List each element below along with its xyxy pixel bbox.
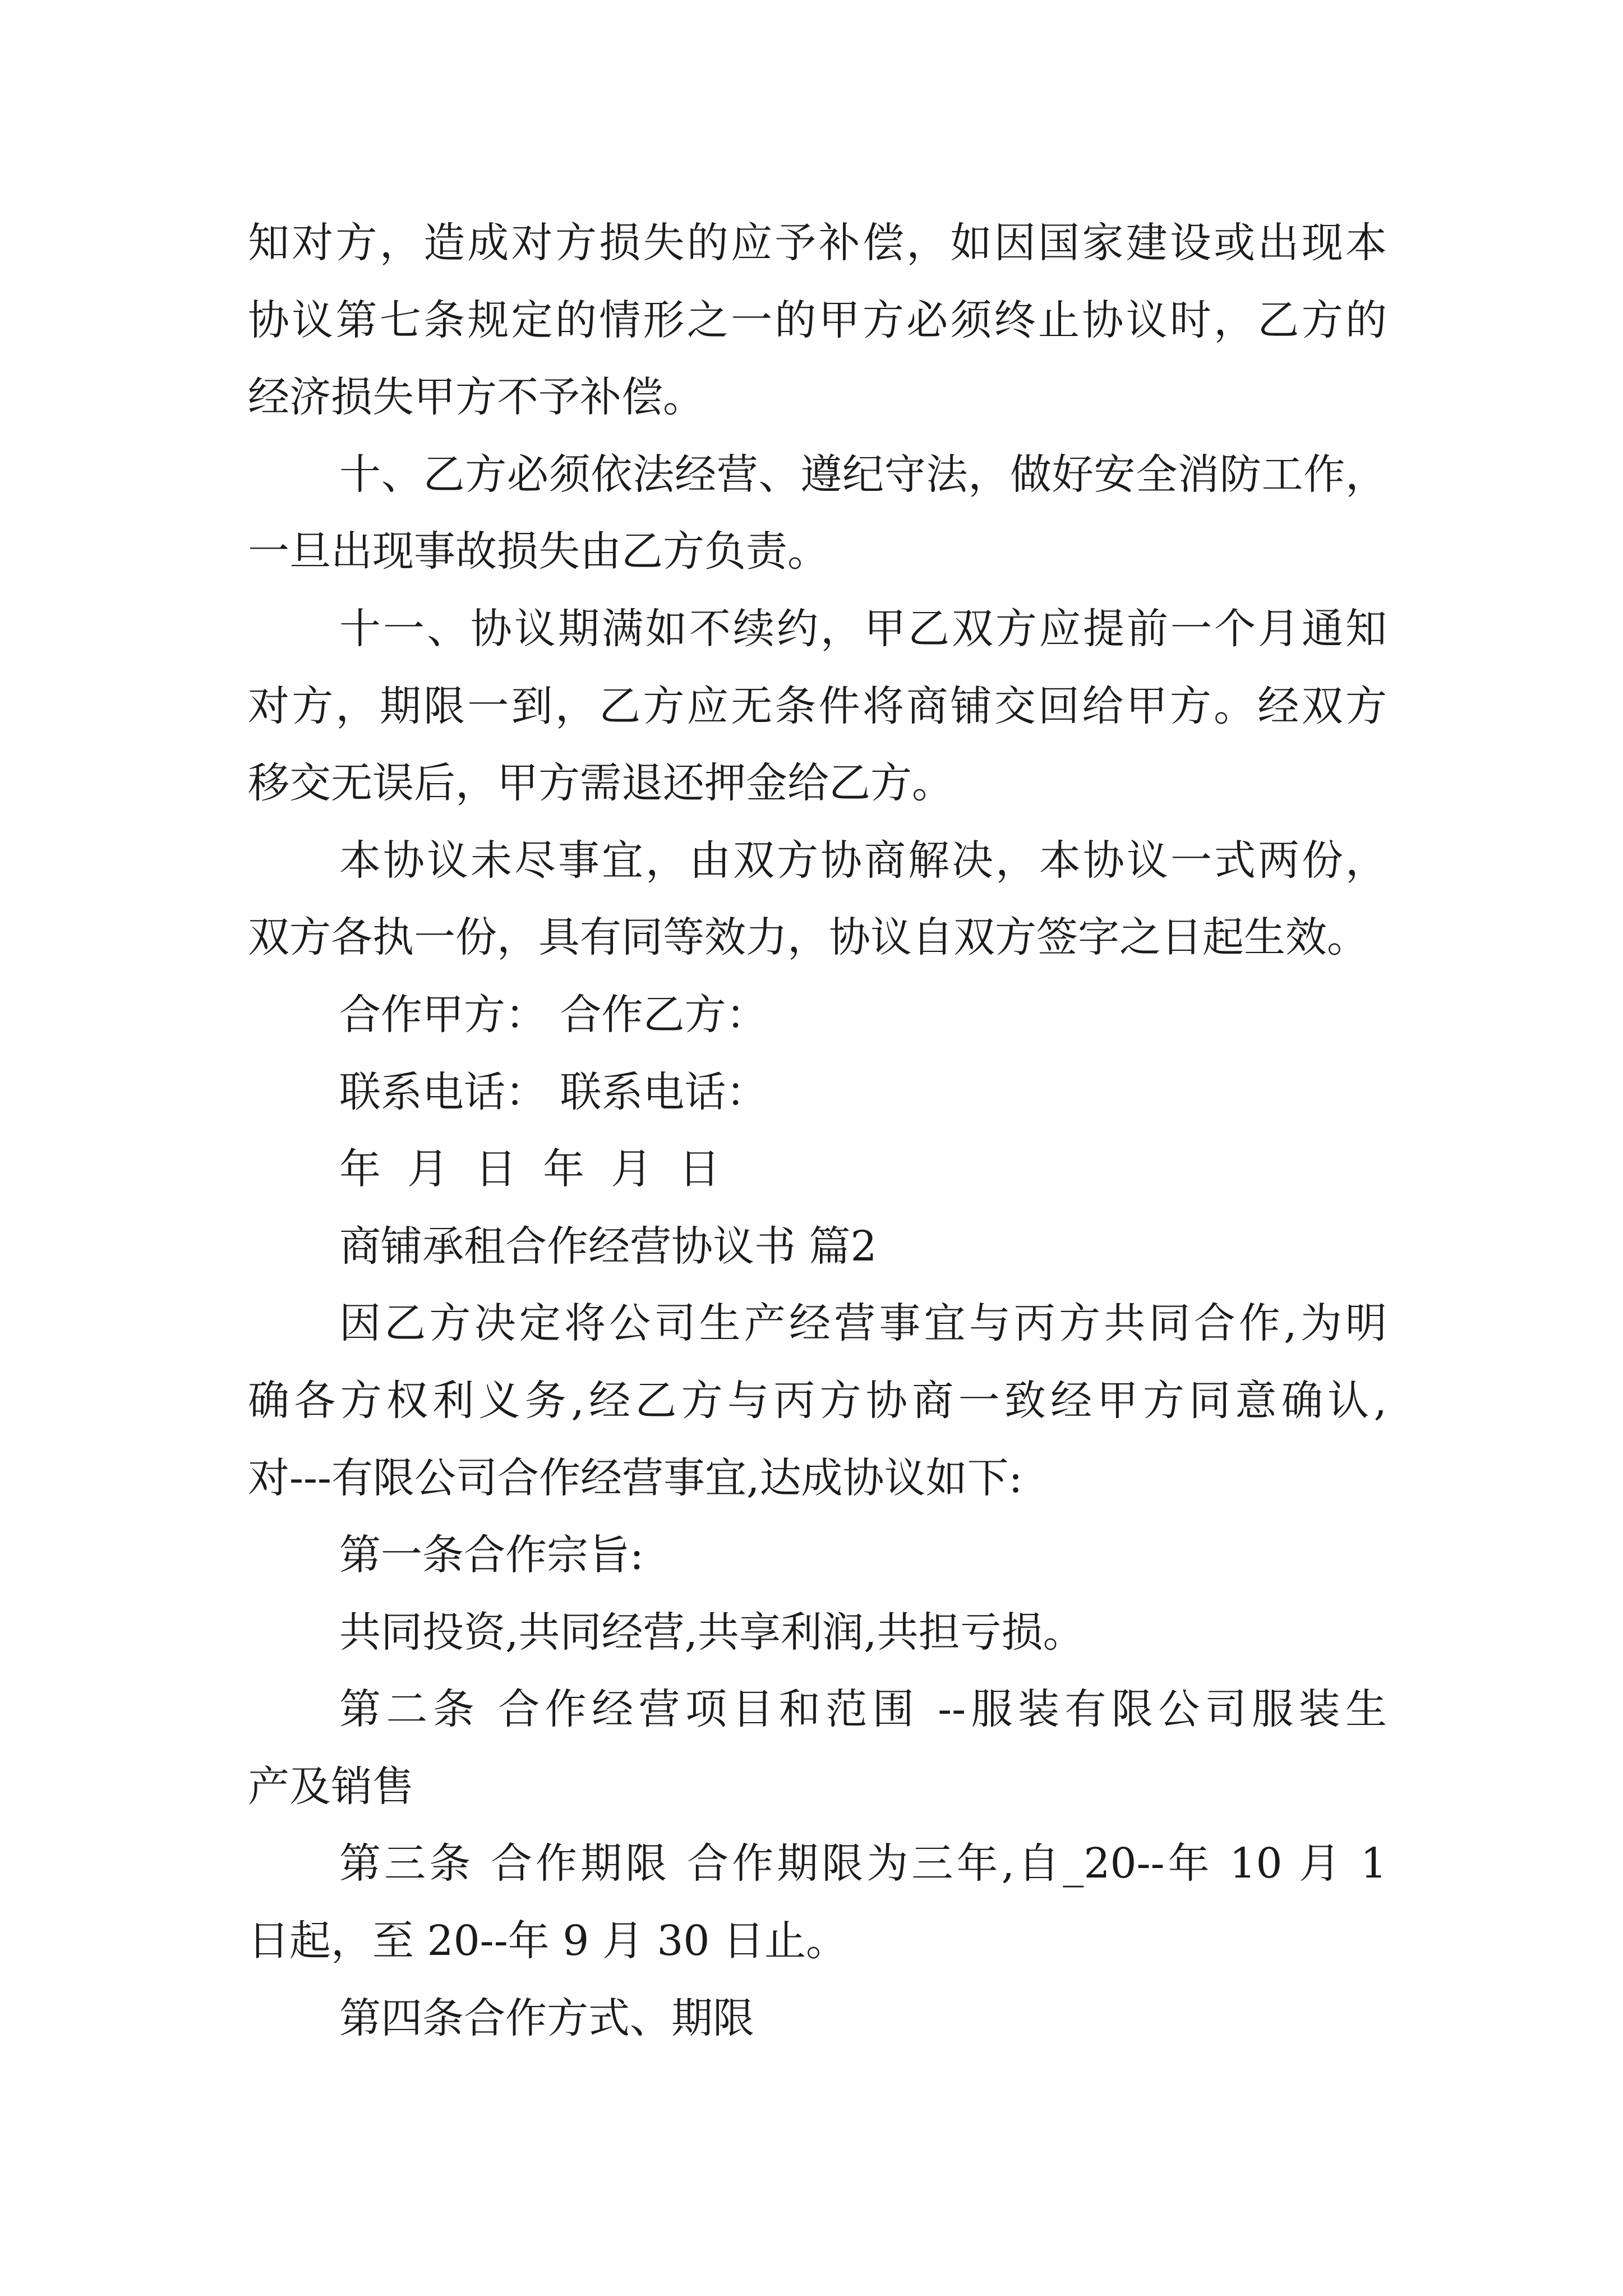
text-line: 一旦出现事故损失由乙方负责。 [248, 527, 829, 576]
signature-dates [248, 1131, 1387, 1208]
text-line: 本协议未尽事宜，由双方协商解决，本协议一式两份， [339, 836, 1387, 885]
signature-date-line: 年 月 日 年 月 日 [339, 1145, 721, 1194]
paragraph-intro [248, 1285, 1387, 1517]
text-line: 第二条 合作经营项目和范围 --服装有限公司服装生 [339, 1685, 1387, 1734]
text-line: 知对方，造成对方损失的应予补偿，如因国家建设或出现本 [248, 219, 1387, 267]
text-line: 共同投资,共同经营,共享利润,共担亏损。 [339, 1608, 1085, 1657]
text-line: 对---有限公司合作经营事宜,达成协议如下: [248, 1453, 1023, 1502]
text-line: 双方各执一份，具有同等效力，协议自双方签字之日起生效。 [248, 913, 1368, 962]
article-3 [248, 1825, 1387, 1980]
paragraph-closing [248, 822, 1387, 977]
text-line: 对方，期限一到，乙方应无条件将商铺交回给甲方。经双方 [248, 682, 1387, 730]
text-line: 确各方权利义务,经乙方与丙方协商一致经甲方同意确认, [248, 1376, 1387, 1425]
text-line: 十、乙方必须依法经营、遵纪守法，做好安全消防工作， [339, 450, 1387, 499]
text-line: 因乙方决定将公司生产经营事宜与丙方共同合作,为明 [339, 1299, 1387, 1348]
text-line: 移交无误后，甲方需退还押金给乙方。 [248, 759, 953, 808]
section-title: 商铺承租合作经营协议书 篇2 [339, 1222, 877, 1271]
article-1-body [248, 1594, 1387, 1672]
text-line: 协议第七条规定的情形之一的甲方必须终止协议时，乙方的 [248, 296, 1387, 344]
article-2 [248, 1671, 1387, 1825]
text-line: 十一、协议期满如不续约，甲乙双方应提前一个月通知 [339, 604, 1387, 653]
text-line: 日起，至 20--年 9 月 30 日止。 [248, 1917, 848, 1966]
text-line: 产及销售 [248, 1762, 414, 1811]
paragraph-clause-11 [248, 591, 1387, 822]
text-line: 第三条 合作期限 合作期限为三年,自_20--年 10 月 1 [339, 1839, 1387, 1888]
signature-parties [248, 977, 1387, 1054]
paragraph-clause-10 [248, 436, 1387, 591]
document-body [248, 205, 1387, 2057]
text-line: 经济损失甲方不予补偿。 [248, 373, 704, 422]
signature-party-line: 合作甲方： 合作乙方： [339, 990, 768, 1039]
article-4-heading [248, 1980, 1387, 2058]
signature-phones [248, 1054, 1387, 1131]
article-1-heading [248, 1517, 1387, 1594]
section-heading [248, 1208, 1387, 1286]
paragraph-continued [248, 205, 1387, 436]
signature-phone-line: 联系电话： 联系电话： [339, 1068, 768, 1116]
text-line: 第四条合作方式、期限 [339, 1994, 754, 2042]
text-line: 第一条合作宗旨: [339, 1531, 644, 1580]
